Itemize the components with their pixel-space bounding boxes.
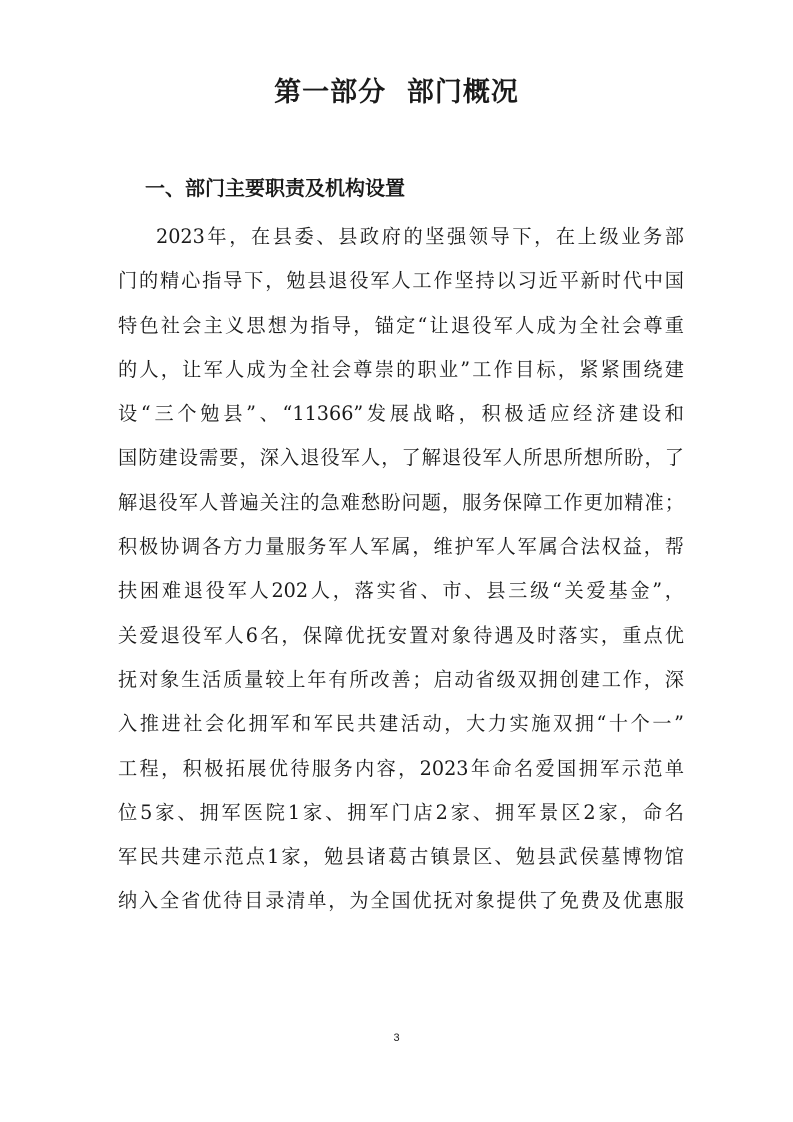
body-line: 纳入全省优待目录清单，为全国优抚对象提供了免费及优惠服 bbox=[118, 889, 684, 913]
body-line: 国防建设需要，深入退役军人，了解退役军人所思所想所盼，了 bbox=[118, 446, 684, 470]
body-line: 工程，积极拓展优待服务内容，2023年命名爱国拥军示范单 bbox=[118, 756, 684, 780]
page-title: 第一部分 部门概况 bbox=[274, 77, 519, 108]
body-line: 的人，让军人成为全社会尊崇的职业”工作目标，紧紧围绕建 bbox=[118, 357, 684, 381]
section-heading: 一、部门主要职责及机构设置 bbox=[145, 176, 405, 200]
body-line: 特色社会主义思想为指导，锚定“让退役军人成为全社会尊重 bbox=[118, 313, 684, 337]
body-line: 扶困难退役军人202人，落实省、市、县三级“关爱基金”， bbox=[118, 579, 684, 603]
body-line: 军民共建示范点1家，勉县诸葛古镇景区、勉县武侯墓博物馆 bbox=[118, 845, 684, 869]
body-line: 设“三个勉县”、“11366”发展战略，积极适应经济建设和 bbox=[118, 402, 684, 426]
body-line: 2023年，在县委、县政府的坚强领导下，在上级业务部 bbox=[156, 225, 684, 248]
body-line: 积极协调各方力量服务军人军属，维护军人军属合法权益，帮 bbox=[118, 535, 684, 559]
body-text bbox=[118, 222, 684, 931]
body-line: 入推进社会化拥军和军民共建活动，大力实施双拥“十个一” bbox=[118, 712, 684, 736]
body-line: 关爱退役军人6名，保障优抚安置对象待遇及时落实，重点优 bbox=[118, 623, 684, 647]
body-line: 门的精心指导下，勉县退役军人工作坚持以习近平新时代中国 bbox=[118, 269, 684, 293]
body-line: 位5家、拥军医院1家、拥军门店2家、拥军景区2家，命名 bbox=[118, 800, 684, 824]
page-number: 3 bbox=[393, 1032, 400, 1044]
body-line: 解退役军人普遍关注的急难愁盼问题，服务保障工作更加精准； bbox=[118, 490, 684, 514]
body-line: 抚对象生活质量较上年有所改善；启动省级双拥创建工作，深 bbox=[118, 667, 684, 691]
